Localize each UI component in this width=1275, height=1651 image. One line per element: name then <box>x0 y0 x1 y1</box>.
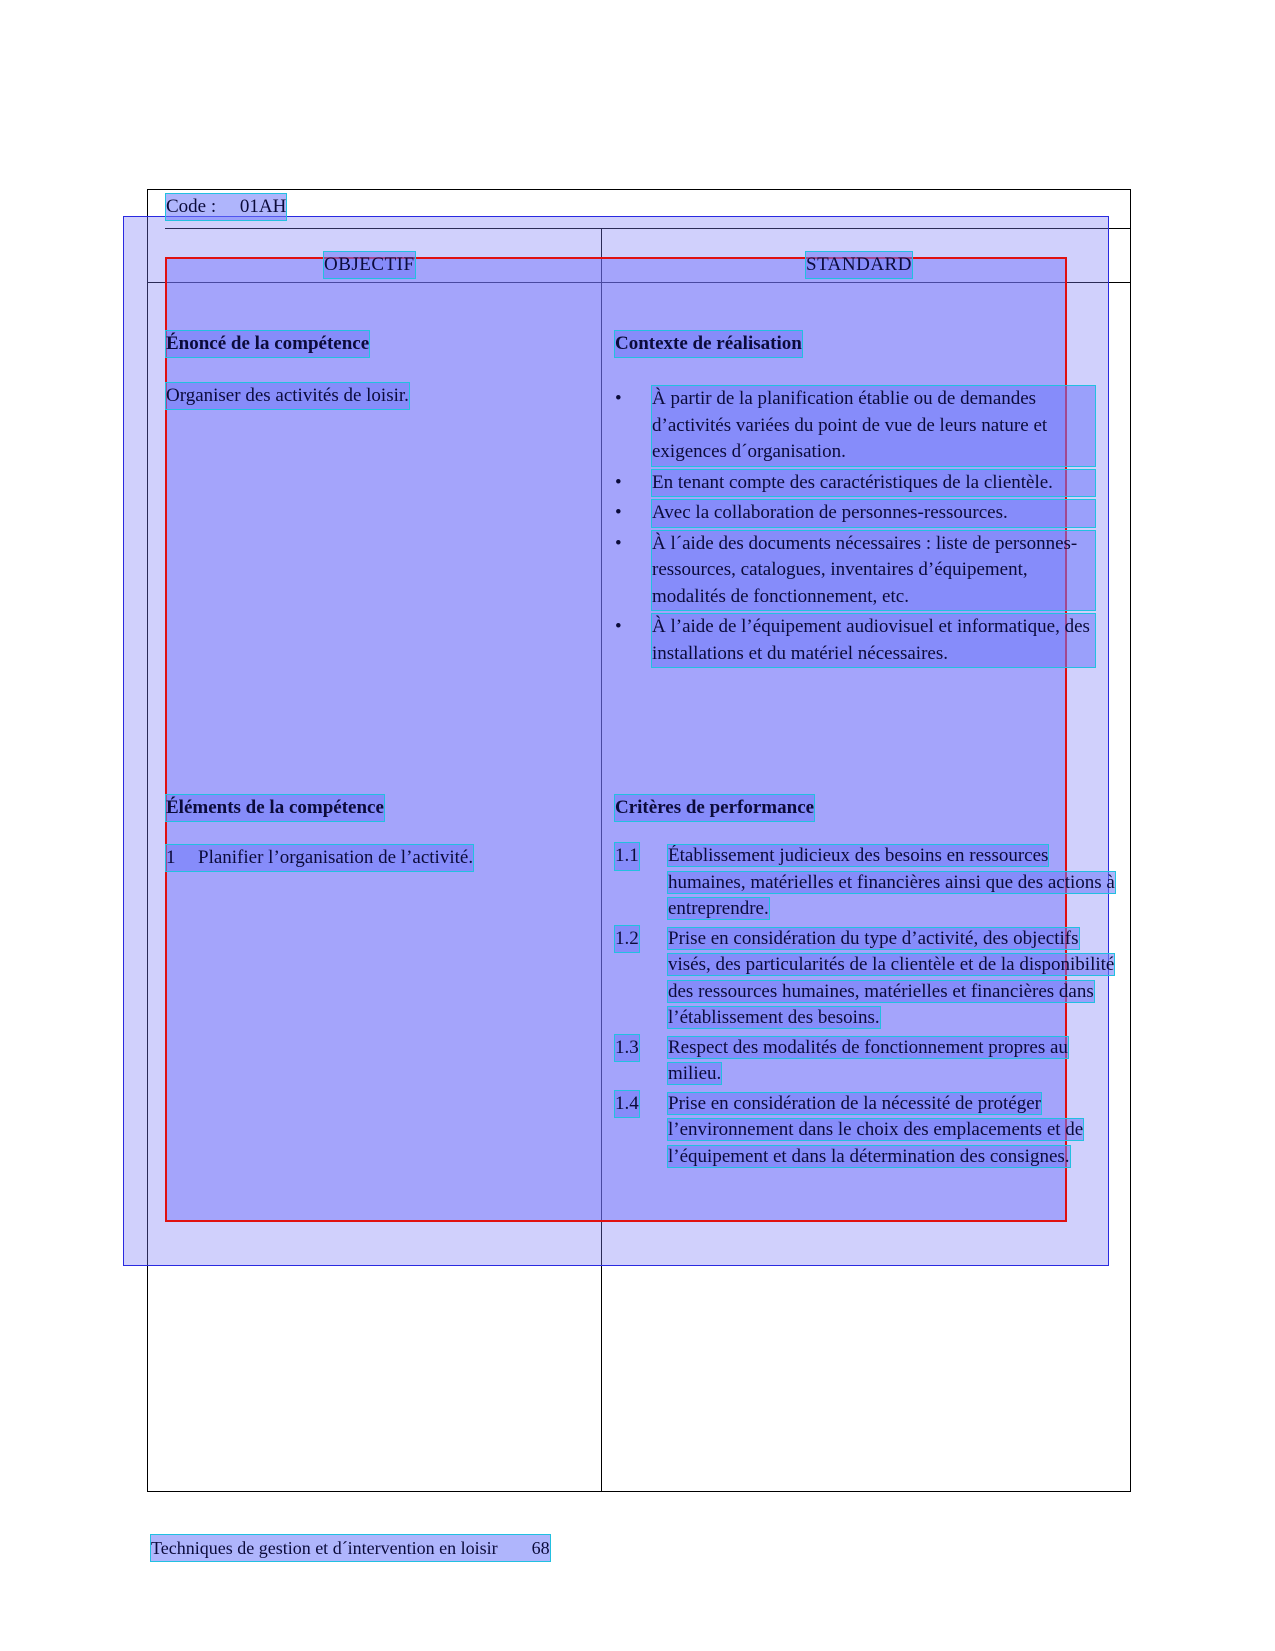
contexte-list <box>615 386 1095 671</box>
list-item <box>615 386 1095 466</box>
critere-text: Respect des modalités de fonctionnement propres au milieu. <box>668 1036 1068 1084</box>
contexte-item-text: À partir de la planification établie ou de demandes d’activités variées du point de vue de leurs nature et exigences d´organisation. <box>652 386 1095 466</box>
critere-number: 1.2 <box>615 926 639 953</box>
elements-title: Éléments de la compétence <box>166 795 384 821</box>
critere-text: Prise en considération de la nécessité de protéger l’environnement dans le choix des emplacements et de l’équipement et dans la détermination des consignes. <box>668 1092 1084 1167</box>
critere-number: 1.4 <box>615 1091 639 1118</box>
contexte-item-text: À l´aide des documents nécessaires : liste de personnes-ressources, catalogues, inventaires d’équipement, modalités de fonctionnement, etc. <box>652 531 1095 611</box>
contexte-item-text: Avec la collaboration de personnes-ressources. <box>652 500 1095 527</box>
list-item <box>615 500 1095 527</box>
criteres-list <box>615 843 1115 1173</box>
element-number: 1 <box>166 847 176 868</box>
list-item <box>615 1035 1115 1088</box>
element-text: Planifier l’organisation de l’activité. <box>198 847 474 868</box>
critere-text: Prise en considération du type d’activité, des objectifs visés, des particularités de la clientèle et de la disponibilité des ressources humaines, matérielles et financières dans l’établissement des besoins. <box>668 927 1115 1028</box>
contexte-item-text: En tenant compte des caractéristiques de la clientèle. <box>652 470 1095 497</box>
list-item <box>615 843 1115 923</box>
footer-title: Techniques de gestion et d´intervention en loisir <box>151 1538 498 1558</box>
code-line <box>166 194 286 220</box>
code-value: 01AH <box>239 196 287 217</box>
code-label: Code : <box>166 196 217 217</box>
enonce-text: Organiser des activités de loisir. <box>166 383 409 409</box>
contexte-item-text: À l’aide de l’équipement audiovisuel et informatique, des installations et du matériel nécessaires. <box>652 614 1095 667</box>
bullet-icon: • <box>615 532 622 554</box>
contexte-title: Contexte de réalisation <box>615 331 802 357</box>
list-item <box>615 470 1095 497</box>
list-item <box>615 926 1115 1032</box>
enonce-title: Énoncé de la compétence <box>166 331 369 357</box>
bullet-icon: • <box>615 616 622 637</box>
critere-number: 1.1 <box>615 843 639 870</box>
page-number: 68 <box>531 1538 550 1558</box>
critere-text: Établissement judicieux des besoins en ressources humaines, matérielles et financières ainsi que des actions à entreprendre. <box>668 845 1115 919</box>
bullet-icon: • <box>615 388 622 409</box>
list-item <box>615 1091 1115 1171</box>
list-item <box>615 531 1095 611</box>
page-footer <box>151 1535 550 1561</box>
critere-number: 1.3 <box>615 1035 639 1062</box>
list-item <box>615 614 1095 667</box>
column-header-objectif: OBJECTIF <box>324 252 415 278</box>
column-header-standard: STANDARD <box>806 252 912 278</box>
criteres-title: Critères de performance <box>615 795 814 821</box>
bullet-icon: • <box>615 471 622 493</box>
element-item <box>166 845 473 871</box>
bullet-icon: • <box>615 502 622 523</box>
